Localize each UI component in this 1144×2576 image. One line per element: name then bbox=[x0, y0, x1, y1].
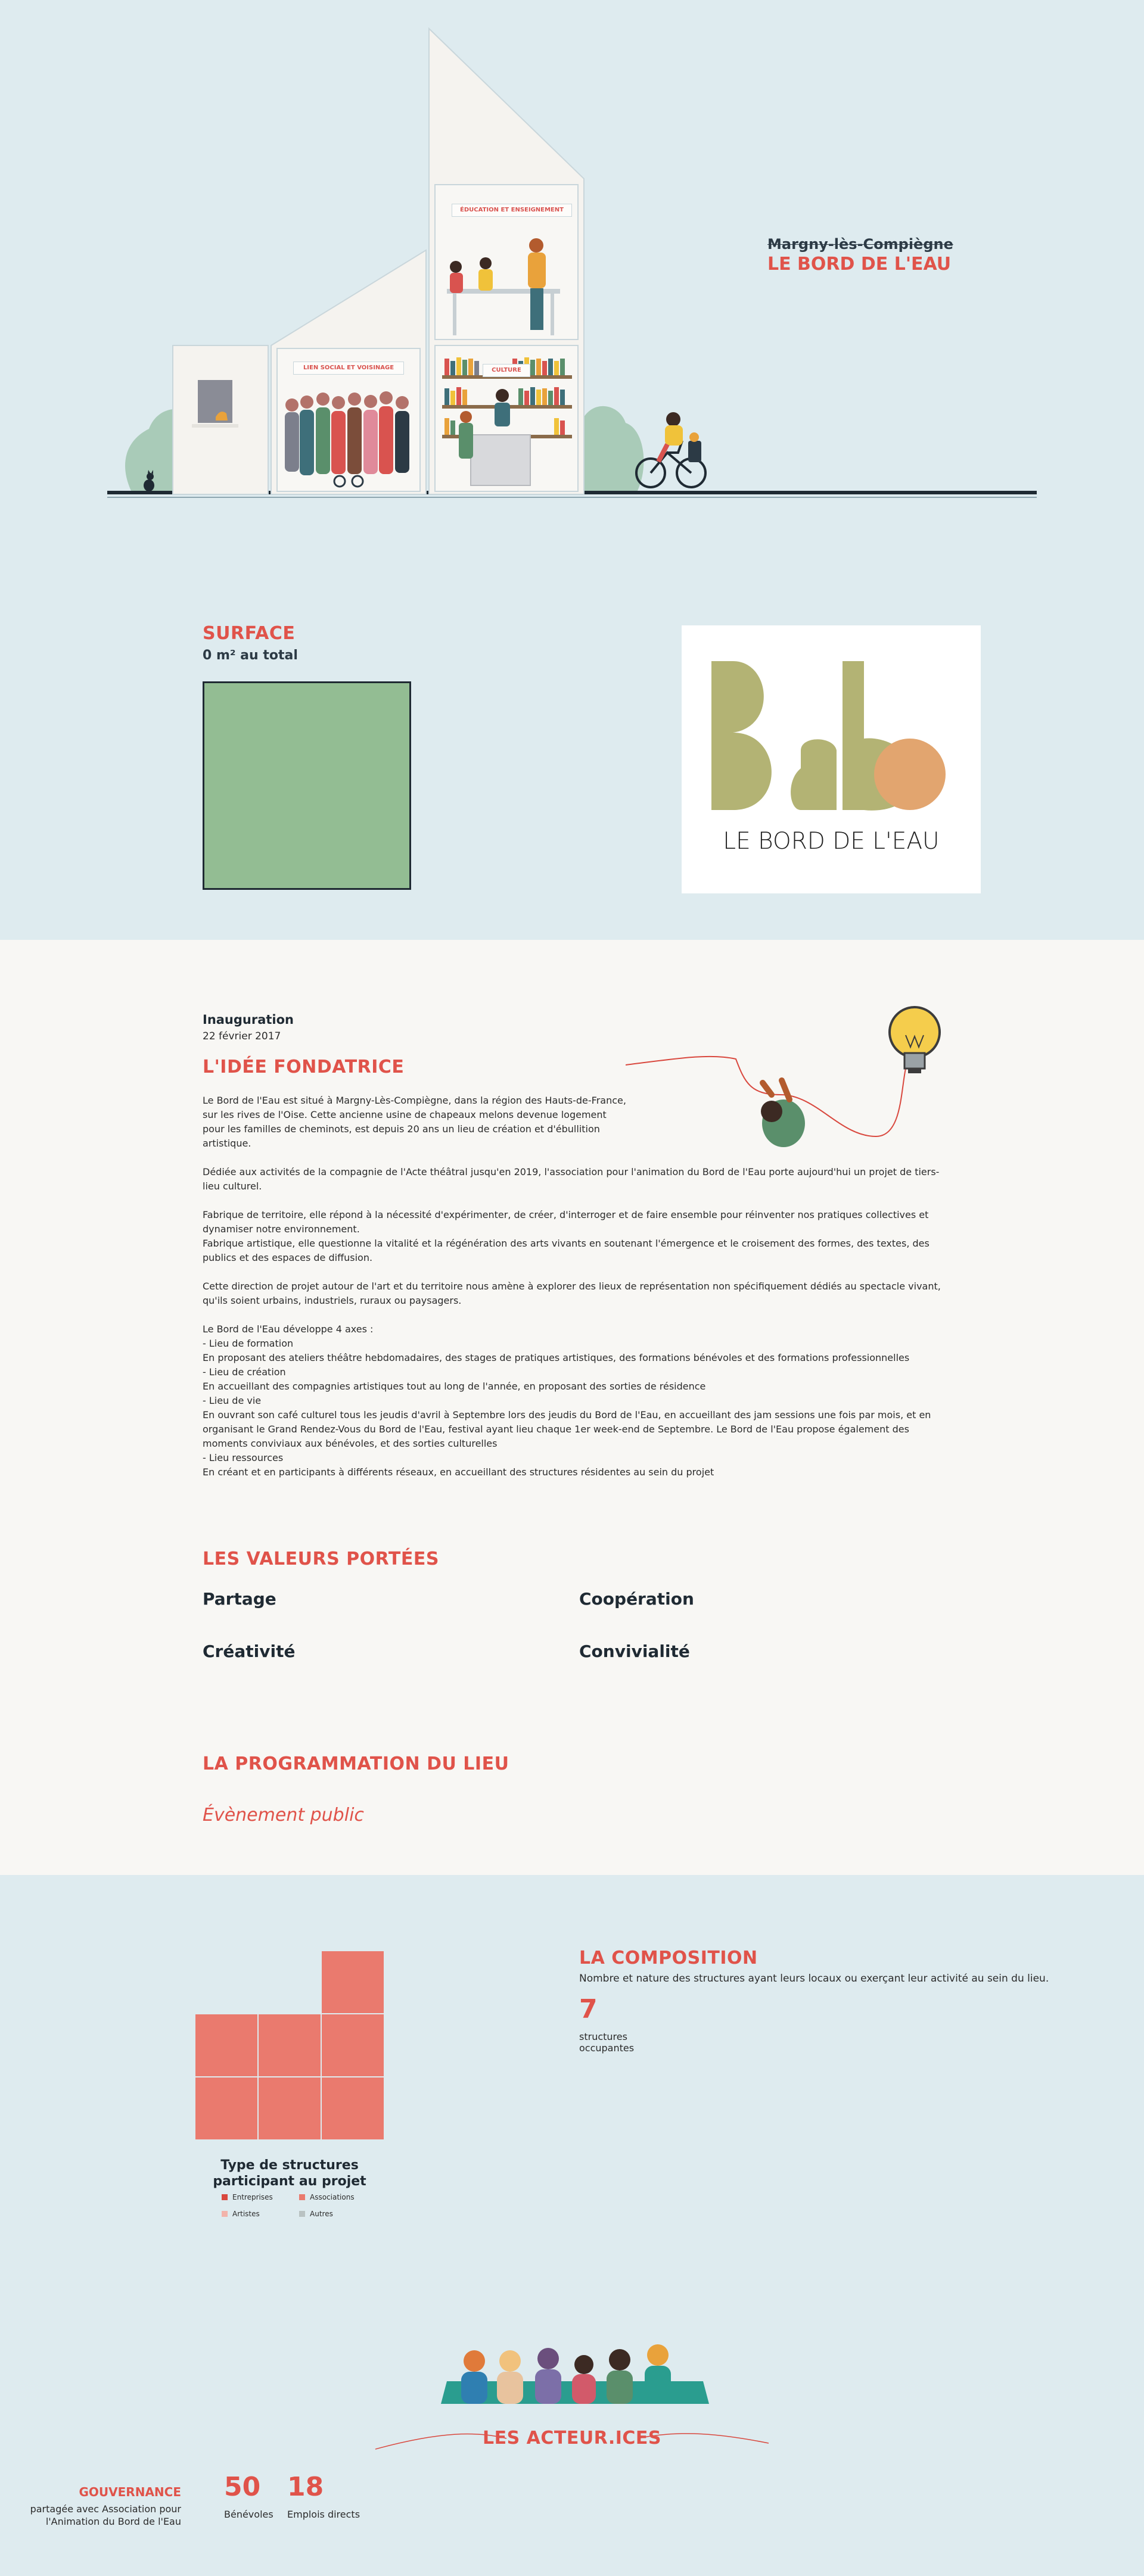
ground-shadow bbox=[107, 497, 1037, 498]
waffle-chart bbox=[194, 1950, 385, 2141]
chart-legend bbox=[222, 2193, 377, 2218]
surface-title: SURFACE bbox=[203, 623, 296, 644]
structures-count: 7 bbox=[579, 1994, 598, 2024]
composition-description: Nombre et nature des structures ayant leurs locaux ou exerçant leur activité au sein du lieu. bbox=[579, 1973, 1049, 1985]
programmation-title: LA PROGRAMMATION DU LIEU bbox=[203, 1753, 509, 1774]
legend-swatch bbox=[299, 2194, 305, 2200]
valeurs-title: LES VALEURS PORTÉES bbox=[203, 1549, 439, 1569]
value-item: Partage bbox=[203, 1589, 276, 1609]
legend-item bbox=[299, 2193, 377, 2201]
legend-item bbox=[299, 2210, 377, 2218]
bdo-logo-icon bbox=[711, 661, 956, 816]
small-house bbox=[173, 345, 268, 494]
gouvernance-title: GOUVERNANCE bbox=[79, 2485, 181, 2499]
waffle-block bbox=[322, 2077, 384, 2139]
cyclist-icon bbox=[636, 412, 705, 487]
value-item: Convivialité bbox=[579, 1641, 690, 1661]
logo-card bbox=[682, 625, 981, 893]
idea-illustration bbox=[626, 993, 959, 1160]
legend-item bbox=[222, 2193, 299, 2201]
inauguration-date: 22 février 2017 bbox=[203, 1030, 281, 1042]
surface-square bbox=[203, 681, 411, 890]
structures-label: structures occupantes bbox=[579, 2031, 635, 2054]
inauguration-label: Inauguration bbox=[203, 1013, 294, 1027]
logo-wordmark: LE BORD DE L'EAU bbox=[723, 828, 940, 855]
waffle-block bbox=[322, 2014, 384, 2076]
event-type: Évènement public bbox=[203, 1805, 364, 1826]
idee-title: L'IDÉE FONDATRICE bbox=[203, 1057, 405, 1077]
waffle-block bbox=[259, 2077, 321, 2139]
waffle-block bbox=[322, 1951, 384, 2013]
lower-section bbox=[0, 1875, 1144, 2576]
acteurs-title: LES ACTEUR.ICES bbox=[482, 2428, 662, 2449]
person-pulling-icon bbox=[761, 1080, 805, 1147]
benevoles-label: Bénévoles bbox=[224, 2509, 273, 2520]
waffle-block bbox=[195, 2077, 257, 2139]
waffle-block bbox=[195, 2014, 257, 2076]
legend-swatch bbox=[299, 2211, 305, 2217]
chart-title: Type de structures participant au projet bbox=[213, 2158, 366, 2189]
waffle-svg bbox=[194, 1950, 385, 2141]
idee-intro: Le Bord de l'Eau est situé à Margny-Lès-Compiègne, dans la région des Hauts-de-France, sur les rives de l'Oise. Cette ancienne usine de chapeaux melons devenue logement pour les familles de cheminots, est depuis 20 ans un lieu de création et d'ébullition artistique. bbox=[203, 1095, 626, 1149]
composition-title: LA COMPOSITION bbox=[579, 1948, 758, 1968]
benevoles-count: 50 bbox=[224, 2472, 261, 2502]
lightbulb-icon bbox=[890, 1007, 940, 1073]
middle-section bbox=[0, 940, 1144, 1875]
legend-label: Autres bbox=[310, 2210, 333, 2218]
city-name: Margny-lès-Compiègne bbox=[767, 236, 953, 253]
hero-section bbox=[0, 0, 1144, 940]
waffle-block bbox=[259, 2014, 321, 2076]
legend-label: Entreprises bbox=[232, 2193, 273, 2201]
legend-label: Associations bbox=[310, 2193, 355, 2201]
idee-body: Dédiée aux activités de la compagnie de l'Acte théâtral jusqu'en 2019, l'association pour l'animation du Bord de l'Eau porte aujourd'hui un projet de tiers- lieu culturel. Fabrique de territoire, elle répond à la nécessité d'expérimenter, de créer, d'interroger et de faire ensemble pour réinventer nos pratiques collectives et dynamiser notre environnement. Fabrique artistique, elle questionne la vitalité et la régénération des arts vivants en soutenant l'émergence et le croisement des formes, des textes, des publics et des espaces de diffusion. Cette direction de projet autour de l'art et du territoire nous amène à explorer des lieux de représentation non spécifiquement dédiés au spectacle vivant, qu'ils soient urbains, industriels, ruraux ou paysagers. Le Bord de l'Eau développe 4 axes : - Lieu de formation En proposant des ateliers théâtre hebdomadaires, des stages de pratiques artistiques, des formations bénévoles et des formations professionnelles - Lieu de création En accueillant des compagnies artistiques tout au long de l'année, en proposant des sorties de résidence - Lieu de vie En ouvrant son café culturel tous les jeudis d'avril à Septembre lors des jeudis du Bord de l'Eau, en accueillant des jam sessions une fois par mois, et en organisant le Grand Rendez-Vous du Bord de l'Eau, festival ayant lieu chaque 1er week-end de Septembre. Le Bord de l'Eau propose également des moments conviviaux aux bénévoles, et des sorties culturelles - Lieu ressources En créant et en participants à différents réseaux, en accueillant des structures résidentes au sein du projet bbox=[203, 1166, 941, 1478]
panel-label-culture: CULTURE bbox=[483, 364, 530, 377]
value-item: Coopération bbox=[579, 1589, 694, 1609]
legend-swatch bbox=[222, 2211, 228, 2217]
value-item: Créativité bbox=[203, 1641, 296, 1661]
place-name: LE BORD DE L'EAU bbox=[767, 254, 952, 275]
legend-label: Artistes bbox=[232, 2210, 260, 2218]
surface-subtitle: 0 m² au total bbox=[203, 648, 298, 663]
bush-right bbox=[584, 406, 644, 491]
legend-swatch bbox=[222, 2194, 228, 2200]
emplois-label: Emplois directs bbox=[287, 2509, 360, 2520]
panel-label-social: LIEN SOCIAL ET VOISINAGE bbox=[293, 362, 404, 375]
people-group-illustration bbox=[441, 2334, 709, 2405]
emplois-count: 18 bbox=[287, 2472, 324, 2502]
panel-label-education: ÉDUCATION ET ENSEIGNEMENT bbox=[452, 204, 572, 217]
gouvernance-text: partagée avec Association pour l'Animation du Bord de l'Eau bbox=[30, 2503, 181, 2527]
legend-item bbox=[222, 2210, 299, 2218]
